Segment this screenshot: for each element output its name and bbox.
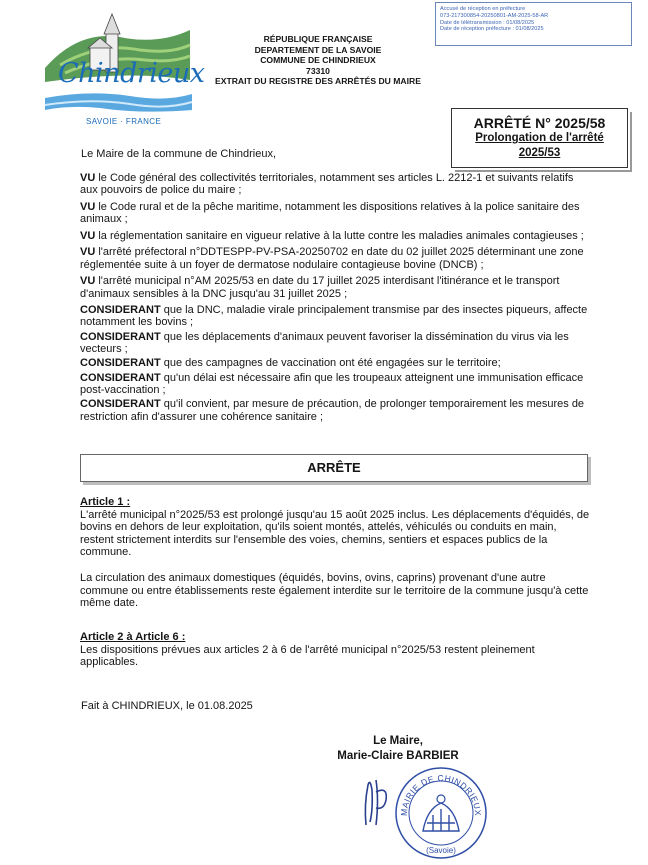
consideration-text: le Code rural et de la pêche maritime, notamment les dispositions relatives à la police sanitaire des animaux ;: [80, 200, 580, 226]
stamp-text: MAIRIE DE CHINDRIEUX: [398, 772, 484, 817]
keyword: VU: [80, 229, 96, 242]
header-line: 73310: [306, 65, 330, 76]
document-header: [200, 34, 436, 87]
consideration-item: [80, 230, 588, 242]
article-paragraph: Les dispositions prévues aux articles 2 à 6 de l'arrêté municipal n°2025/53 restent pleinement applicables.: [80, 643, 535, 669]
keyword: CONSIDERANT: [80, 357, 161, 370]
acknowledgement-box: [435, 2, 632, 46]
header-line: COMMUNE DE CHINDRIEUX: [260, 55, 376, 65]
consideration-item: [80, 398, 588, 423]
ack-line: Date de télétransmission : 01/08/2025: [440, 19, 535, 26]
consideration-item: [80, 275, 588, 300]
logo-subtitle: SAVOIE · FRANCE: [86, 117, 162, 126]
consideration-item: [80, 201, 588, 226]
consideration-text: qu'il convient, par mesure de précaution, de prolonger temporairement les mesures de restriction afin d'assurer une cohérence sanitaire ;: [80, 398, 585, 423]
signatory-title: Le Maire,: [373, 735, 423, 747]
article-paragraph: L'arrêté municipal n°2025/53 est prolongé jusqu'au 15 août 2025 inclus. Les déplacements d'équidés, de bovins en dehors de leur exploitation, qu'ils soient montés, attelés, véhiculés ou conduits en main, restent strictement interdits sur l'ensemble des voies, chemins, sentiers et espaces publics de la commune.: [80, 508, 590, 559]
consideration-item: [80, 331, 588, 356]
place-date: Fait à CHINDRIEUX, le 01.08.2025: [81, 700, 253, 712]
article-2-6: [80, 631, 590, 669]
logo-text: Chindrieux: [58, 58, 205, 89]
arrete-subject: 2025/53: [518, 147, 561, 159]
keyword: CONSIDERANT: [80, 304, 161, 317]
signature-block: [318, 734, 478, 764]
consideration-item: [80, 372, 588, 397]
consideration-text: la réglementation sanitaire en vigueur relative à la lutte contre les maladies animales contagieuses ;: [95, 229, 584, 242]
arrete-subject: Prolongation de l'arrêté: [475, 132, 604, 144]
article-1: [80, 496, 590, 610]
arrete-banner: ARRÊTE: [80, 454, 588, 482]
article-paragraph: La circulation des animaux domestiques (équidés, bovins, ovins, caprins) provenant d'une autre commune ou entre établissements reste également interdite sur le territoire de la commune jusqu'à cette même date.: [80, 571, 589, 610]
consideration-text: que les déplacements d'animaux peuvent favoriser la dissémination du virus via les vecteurs ;: [80, 330, 569, 356]
consideration-item: [80, 304, 588, 329]
consideration-text: le Code général des collectivités territoriales, notamment ses articles L. 2212-1 et suivants relatifs aux pouvoirs de police du maire ;: [80, 172, 574, 197]
consideration-item: [80, 246, 588, 271]
arrete-title-box: [451, 108, 628, 168]
keyword: VU: [80, 172, 96, 184]
article-heading: Article 2 à Article 6 :: [80, 631, 186, 643]
keyword: VU: [80, 275, 96, 288]
article-heading: Article 1 :: [80, 496, 131, 508]
header-line: RÉPUBLIQUE FRANÇAISE: [263, 34, 373, 44]
ack-line: 073-217300854-20250801-AM-2025-58-AR: [440, 12, 549, 19]
ack-line: Accusé de réception en préfecture: [440, 6, 526, 12]
keyword: CONSIDERANT: [80, 398, 161, 411]
header-line: EXTRAIT DU REGISTRE DES ARRÊTÉS DU MAIRE: [215, 76, 421, 86]
keyword: CONSIDERANT: [80, 371, 161, 384]
arrete-number: ARRÊTÉ N° 2025/58: [473, 115, 606, 131]
consideration-item: [80, 357, 588, 369]
considerations-list: [80, 172, 588, 427]
signatory-name: Marie-Claire BARBIER: [337, 750, 459, 762]
consideration-item: [80, 172, 588, 197]
consideration-text: qu'un délai est nécessaire afin que les troupeaux atteignent une immunisation efficace post-vaccination ;: [80, 371, 584, 396]
keyword: VU: [80, 200, 96, 213]
intro-text: Le Maire de la commune de Chindrieux,: [81, 148, 277, 160]
header-line: DEPARTEMENT DE LA SAVOIE: [254, 44, 382, 55]
consideration-text: l'arrêté préfectoral n°DDTESPP-PV-PSA-20250702 en date du 02 juillet 2025 déterminant une zone réglementée suite à un foyer de dermatose nodulaire contagieuse bovine (DNCB) ;: [80, 246, 584, 271]
stamp-bottom-text: (Savoie): [426, 846, 456, 855]
consideration-text: que des campagnes de vaccination ont été engagées sur le territoire;: [160, 357, 501, 370]
consideration-text: que la DNC, maladie virale principalement transmise par des insectes piqueurs, affecte notamment les bovins ;: [80, 304, 588, 329]
keyword: CONSIDERANT: [80, 330, 161, 343]
keyword: VU: [80, 246, 96, 259]
mairie-stamp: [393, 765, 489, 861]
ack-line: Date de réception préfecture : 01/08/2025: [440, 26, 544, 33]
consideration-text: l'arrêté municipal n°AM 2025/53 en date du 17 juillet 2025 interdisant l'itinérance et le transport d'animaux sensibles à la DNC jusqu'au 31 juillet 2025 ;: [80, 275, 560, 300]
